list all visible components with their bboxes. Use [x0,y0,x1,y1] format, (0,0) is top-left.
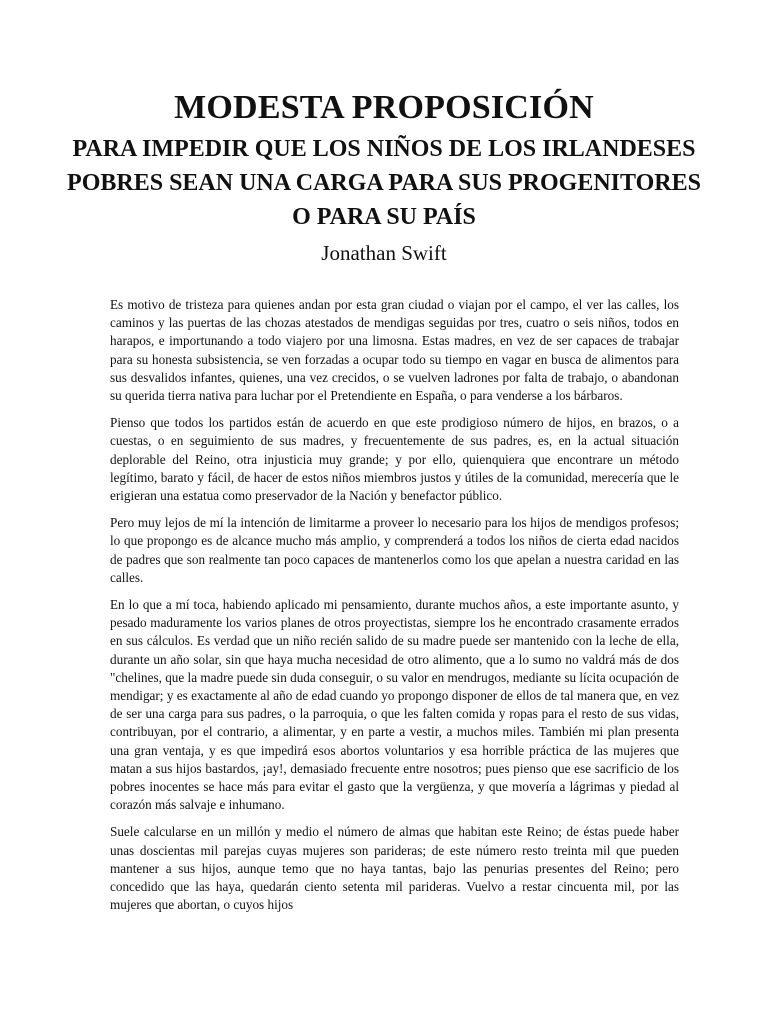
paragraph-4: En lo que a mí toca, habiendo aplicado mi pensamiento, durante muchos años, a este importante asunto, y pesado maduramente los varios planes de otros proyectistas, siempre los he encontrado crasamente errados en sus cálculos. Es verdad que un niño recién salido de su madre puede ser mantenido con la leche de ella, durante un año solar, sin que haya mucha necesidad de otro alimento, que a lo sumo no valdrá más de dos "chelines, que la madre puede sin duda conseguir, o su valor en mendrugos, mediante su lícita ocupación de mendigar; y es exactamente al año de edad cuando yo propongo disponer de ellos de tal manera que, en vez de ser una carga para sus padres, o la parroquia, o que les falten comida y ropas para el resto de sus vidas, contribuyan, por el contrario, a alimentar, y en parte a vestir, a muchos miles. También mi plan presenta una gran ventaja, y es que impedirá esos abortos voluntarios y esa horrible práctica de las mujeres que matan a sus hijos bastardos, ¡ay!, demasiado frecuente entre nosotros; pues pienso que ese sacrificio de los pobres inocentes se hace más para evitar el gasto que la vergüenza, y que movería a lágrimas y piedad al corazón más salvaje e inhumano. [110,597,679,813]
paragraph-1: Es motivo de tristeza para quienes andan por esta gran ciudad o viajan por el campo, el ver las calles, los caminos y las puertas de las chozas atestados de mendigas seguidas por tres, cuatro o seis niños, todos en harapos, e importunando a todo viajero por una limosna. Estas madres, en vez de ser capaces de trabajar para su honesta subsistencia, se ven forzadas a ocupar todo su tiempo en vagar en busca de alimentos para sus desvalidos infantes, quienes, una vez crecidos, o se vuelven ladrones por falta de trabajo, o abandonan su querida tierra nativa para luchar por el Pretendiente en España, o para venderse a los bárbaros. [110,297,679,404]
paragraph-3: Pero muy lejos de mí la intención de limitarme a proveer lo necesario para los hijos de mendigos profesos; lo que propongo es de alcance mucho más amplio, y comprenderá a todos los niños de cierta edad nacidos de padres que son realmente tan poco capaces de mantenerlos como los que apelan a nuestra caridad en las calles. [110,515,679,585]
document-body [110,296,679,924]
document-title: MODESTA PROPOSICIÓN [174,89,594,126]
document-author: Jonathan Swift [321,241,447,265]
document-subtitle: PARA IMPEDIR QUE LOS NIÑOS DE LOS IRLANDESES POBRES SEAN UNA CARGA PARA SUS PROGENITORES O PARA SU PAÍS [67,136,701,230]
paragraph-5: Suele calcularse en un millón y medio el número de almas que habitan este Reino; de éstas puede haber unas doscientas mil parejas cuyas mujeres son parideras; de este número resto treinta mil que pueden mantener a sus hijos, aunque temo que no haya tantas, bajo las penurias presentes del Reino; pero concedido que las haya, quedarán ciento setenta mil parideras. Vuelvo a restar cincuenta mil, por las mujeres que abortan, o cuyos hijos [110,824,679,913]
paragraph-2: Pienso que todos los partidos están de acuerdo en que este prodigioso número de hijos, en brazos, o a cuestas, o en seguimiento de sus madres, y frecuentemente de sus padres, es, en la actual situación deplorable del Reino, otra injusticia muy grande; y por ello, quienquiera que encontrare un método legítimo, barato y fácil, de hacer de estos niños miembros justos y útiles de la comunidad, merecería que le erigieran una estatua como preservador de la Nación y benefactor público. [110,415,679,504]
